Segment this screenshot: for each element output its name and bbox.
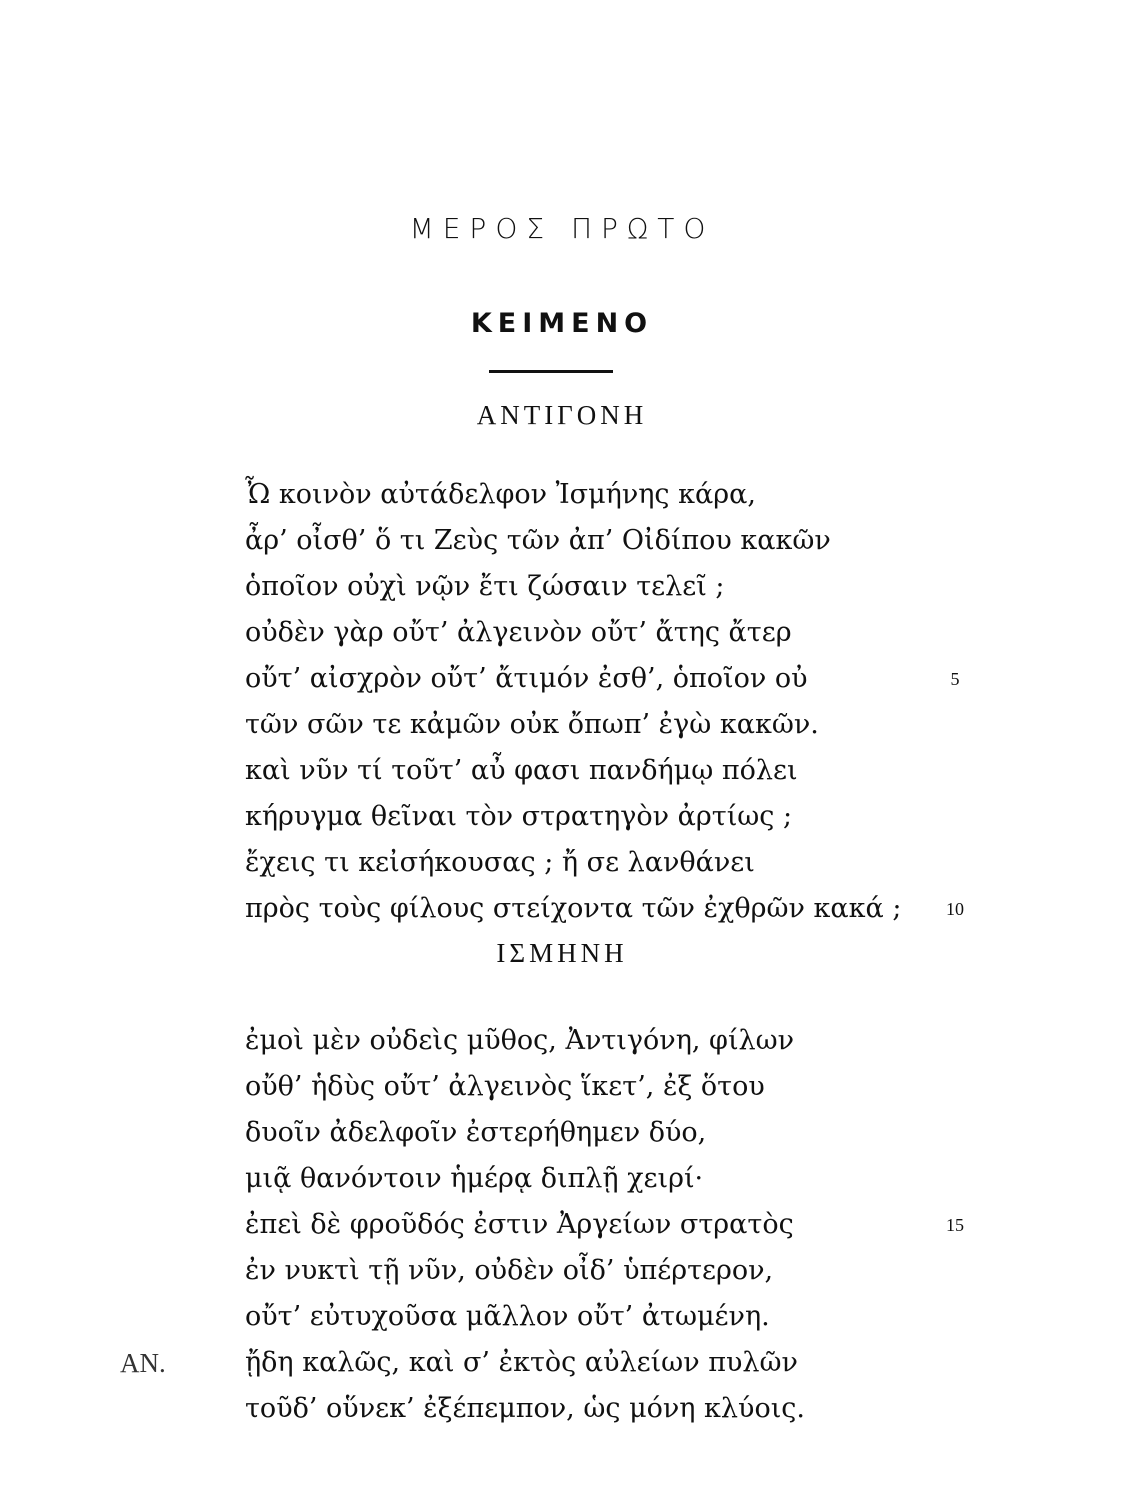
verse-line [0,656,1124,702]
verse-line [0,610,1124,656]
verse-text: ἐμοὶ μὲν οὐδεὶς μῦθος, Ἀντιγόνη, φίλων [245,1025,795,1056]
verse-line [0,518,1124,564]
section-title: ΚΕΙΜΕΝΟ [470,308,654,339]
verse-line [0,472,1124,518]
verse-text: ὁποῖον οὐχὶ νῷν ἔτι ζώσαιν τελεῖ ; [245,571,725,602]
verse-line [0,1248,1124,1294]
verse-text: οὔτ’ αἰσχρὸν οὔτ’ ἄτιμόν ἐσθ’, ὁποῖον οὐ [245,663,808,694]
verse-line [0,1340,1124,1386]
verse-text: οὔτ’ εὐτυχοῦσα μᾶλλον οὔτ’ ἀτωμένη. [245,1301,770,1332]
line-number: 5 [950,669,960,689]
verse-text: Ὦ κοινὸν αὐτάδελφον Ἰσμήνης κάρα, [245,479,756,510]
verse-text: μιᾷ θανόντοιν ἡμέρᾳ διπλῇ χειρί· [245,1163,704,1194]
line-number: 15 [946,1215,964,1235]
title-divider [489,370,613,373]
verse-line [0,564,1124,610]
verse-line [0,1294,1124,1340]
verse-text: ἐπεὶ δὲ φροῦδός ἐστιν Ἀργείων στρατὸς [245,1209,794,1240]
speaker-heading: ΑΝΤΙΓΟΝΗ [476,400,648,430]
verse-line [0,1018,1124,1064]
verse-text: ἐν νυκτὶ τῇ νῦν, οὐδὲν οἶδ’ ὑπέρτερον, [245,1255,774,1286]
verse-line [0,748,1124,794]
verse-text: οὐδὲν γὰρ οὔτ’ ἀλγεινὸν οὔτ’ ἄτης ἄτερ [245,617,792,648]
verse-text: τῶν σῶν τε κἀμῶν οὐκ ὄπωπ’ ἐγὼ κακῶν. [245,709,819,740]
verse-line [0,840,1124,886]
verse-text: ᾔδη καλῶς, καὶ σ’ ἐκτὸς αὐλείων πυλῶν [245,1347,798,1378]
verse-text: ἆρ’ οἶσθ’ ὅ τι Ζεὺς τῶν ἀπ’ Οἰδίπου κακῶν [245,525,831,556]
line-number: 10 [946,899,964,919]
verse-line [0,1202,1124,1248]
verse-line [0,1110,1124,1156]
verse-text: δυοῖν ἀδελφοῖν ἐστερήθημεν δύο, [245,1117,707,1148]
verse-line [0,702,1124,748]
verse-line [0,794,1124,840]
verse-text: καὶ νῦν τί τοῦτ’ αὖ φασι πανδήμῳ πόλει [245,755,798,786]
verse-line [0,886,1124,932]
speaker-abbreviation: ΑΝ. [120,1348,166,1378]
verse-line [0,1386,1124,1432]
verse-text: πρὸς τοὺς φίλους στείχοντα τῶν ἐχθρῶν κακά ; [245,893,902,924]
verse-line [0,1064,1124,1110]
verse-text: οὔθ’ ἡδὺς οὔτ’ ἀλγεινὸς ἵκετ’, ἐξ ὅτου [245,1071,765,1102]
verse-text: τοῦδ’ οὕνεκ’ ἐξέπεμπον, ὡς μόνη κλύοις. [245,1393,805,1424]
speaker-heading: ΙΣΜΗΝΗ [496,938,628,968]
verse-text: κήρυγμα θεῖναι τὸν στρατηγὸν ἀρτίως ; [245,801,793,832]
verse-line [0,1156,1124,1202]
part-title: ΜΕΡΟΣ ΠΡΩΤΟ [409,212,715,245]
verse-text: ἔχεις τι κεἰσήκουσας ; ἤ σε λανθάνει [245,847,755,878]
